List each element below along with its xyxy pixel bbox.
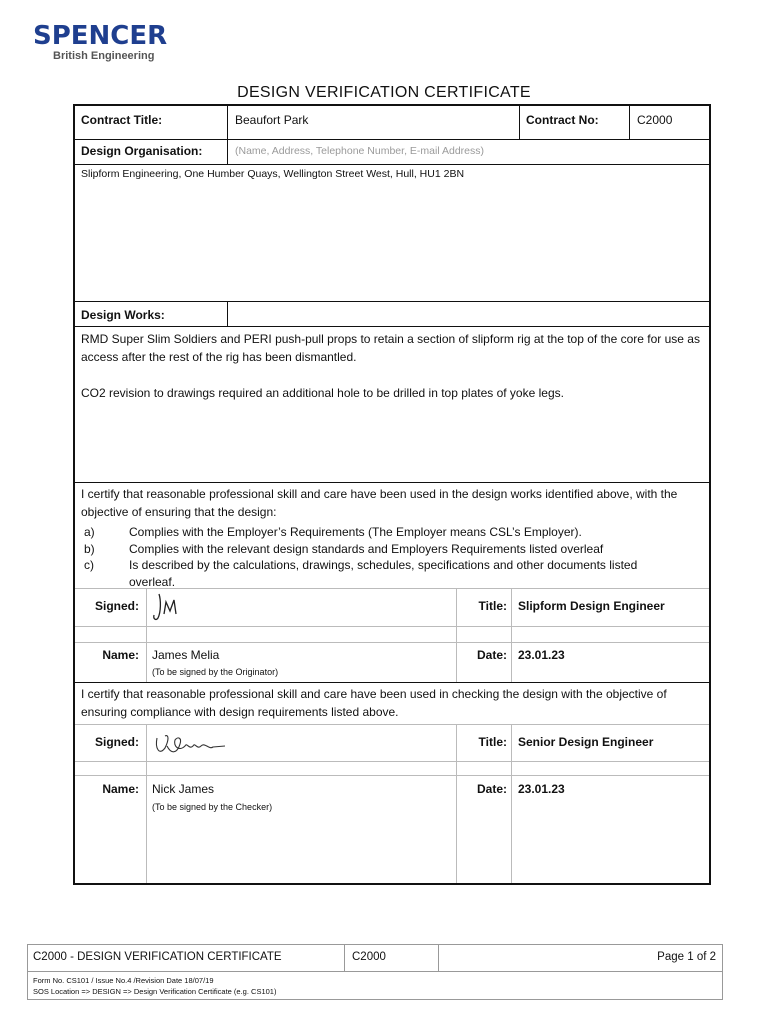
- footer-doc-title: C2000 - DESIGN VERIFICATION CERTIFICATE: [33, 951, 282, 963]
- checker-title-value: Senior Design Engineer: [518, 735, 654, 749]
- design-organisation-label: Design Organisation:: [81, 144, 203, 158]
- divider: [75, 761, 709, 762]
- list-item-text: Is described by the calculations, drawings, schedules, specifications and other documents listed overleaf.: [129, 558, 638, 589]
- originator-statement: I certify that reasonable professional skill and care have been used in the design works identified above, with the objective of ensuring that the design:: [81, 487, 678, 519]
- certificate-form: [73, 104, 711, 885]
- list-item: [84, 557, 704, 590]
- divider: [227, 139, 228, 164]
- divider: [227, 301, 228, 326]
- checker-name-value: Nick James: [152, 782, 215, 796]
- originator-name-value: James Melia: [152, 648, 220, 662]
- design-works-revision: CO2 revision to drawings required an additional hole to be drilled in top plates of yoke legs.: [81, 386, 564, 400]
- divider: [511, 588, 512, 682]
- list-item: [84, 541, 704, 558]
- checker-title-label: Title:: [478, 735, 507, 749]
- list-item-text: Complies with the Employer’s Requirements (The Employer means CSL’s Employer).: [129, 525, 582, 539]
- divider: [146, 588, 147, 682]
- originator-title-label: Title:: [478, 599, 507, 613]
- contract-no-value: C2000: [637, 113, 673, 127]
- list-item-label: c): [84, 558, 94, 572]
- originator-date-value: 23.01.23: [518, 648, 565, 662]
- requirements-list: [84, 524, 704, 590]
- divider: [456, 724, 457, 883]
- footer-form-info: Form No. CS101 / Issue No.4 /Revision Date 18/07/19: [33, 976, 214, 985]
- logo-brand: SPENCER: [33, 21, 168, 51]
- divider: [75, 588, 709, 589]
- divider: [456, 588, 457, 682]
- originator-signed-label: Signed:: [95, 599, 139, 613]
- divider: [75, 139, 709, 140]
- divider: [75, 164, 709, 165]
- divider: [75, 482, 709, 483]
- divider: [519, 106, 520, 139]
- divider: [75, 724, 709, 725]
- originator-signature: [151, 590, 191, 624]
- list-item-text: Complies with the relevant design standards and Employers Requirements listed overleaf: [129, 541, 604, 556]
- originator-requirements: [75, 484, 709, 588]
- originator-name-label: Name:: [102, 648, 139, 662]
- design-organisation-value: Slipform Engineering, One Humber Quays, Wellington Street West, Hull, HU1 2BN: [81, 168, 465, 180]
- checker-date-value: 23.01.23: [518, 782, 565, 796]
- design-works-label: Design Works:: [81, 308, 165, 322]
- divider: [75, 775, 709, 776]
- divider: [438, 945, 439, 971]
- list-item-label: a): [84, 525, 95, 539]
- company-logo: [33, 22, 167, 63]
- divider: [511, 724, 512, 883]
- divider: [629, 106, 630, 139]
- divider: [146, 724, 147, 883]
- contract-title-value: Beaufort Park: [235, 113, 309, 127]
- footer-location: SOS Location => DESIGN => Design Verification Certificate (e.g. CS101): [33, 987, 277, 996]
- originator-title-value: Slipform Design Engineer: [518, 599, 665, 613]
- design-works-description: RMD Super Slim Soldiers and PERI push-pull props to retain a section of slipform rig at the top of the core for use as access after the rest of the rig has been dismantled.: [81, 332, 700, 364]
- originator-note: (To be signed by the Originator): [152, 667, 279, 677]
- divider: [75, 682, 709, 683]
- checker-statement: I certify that reasonable professional skill and care have been used in checking the design with the objective of ensuring compliance with design requirements listed above.: [81, 687, 667, 719]
- divider: [344, 945, 345, 971]
- checker-note: (To be signed by the Checker): [152, 802, 273, 812]
- document-title: DESIGN VERIFICATION CERTIFICATE: [237, 84, 531, 101]
- checker-date-label: Date:: [476, 782, 507, 796]
- divider: [227, 106, 228, 139]
- divider: [75, 301, 709, 302]
- divider: [75, 642, 709, 643]
- checker-signature: [153, 726, 233, 760]
- divider: [75, 326, 709, 327]
- contract-no-label: Contract No:: [526, 113, 599, 127]
- divider: [75, 626, 709, 627]
- logo-tagline: British Engineering: [53, 50, 155, 62]
- contract-title-label: Contract Title:: [81, 113, 163, 127]
- footer-contract-no: C2000: [352, 951, 386, 963]
- page-footer: [27, 944, 723, 1000]
- checker-signed-label: Signed:: [95, 735, 139, 749]
- list-item: [84, 524, 704, 541]
- footer-page-number: Page 1 of 2: [657, 951, 716, 963]
- list-item-label: b): [84, 541, 95, 556]
- originator-date-label: Date:: [476, 648, 507, 662]
- checker-name-label: Name:: [102, 782, 139, 796]
- design-organisation-placeholder: (Name, Address, Telephone Number, E-mail Address): [235, 145, 485, 157]
